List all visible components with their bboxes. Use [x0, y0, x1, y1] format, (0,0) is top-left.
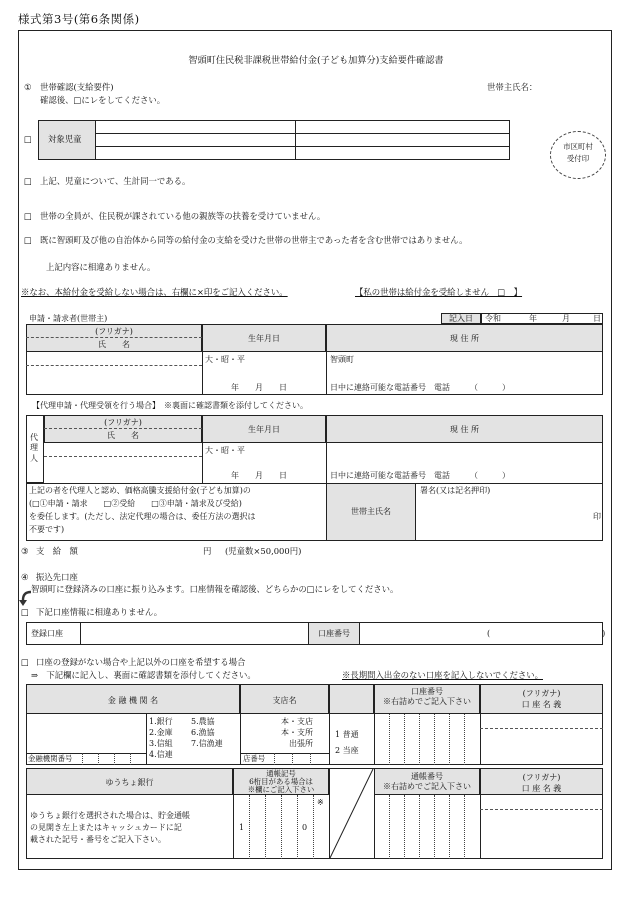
- check2-text: 世帯の全員が、住民税が課されている他の親族等の扶養を受けていません。: [40, 211, 326, 221]
- child-name-1[interactable]: [99, 121, 293, 132]
- proxy-name-input[interactable]: [46, 458, 200, 481]
- proxy-householder-label: 世帯主氏名: [351, 507, 391, 516]
- yucho-label: ゆうちょ銀行: [105, 778, 154, 787]
- date-era: 令和: [485, 314, 501, 323]
- child-label: 対象児童: [48, 134, 82, 144]
- proxy-birth-label: 生年月日: [248, 425, 280, 434]
- registered-account-input[interactable]: [82, 624, 306, 643]
- stamp-text-2: 受付印: [566, 154, 590, 163]
- date-day: 日: [593, 314, 601, 323]
- acct-no-label: 口座番号: [411, 687, 443, 696]
- holder-kana-label: (フリガナ): [522, 689, 561, 698]
- yucho-instruction-3: 載された記号・番号をご記入下さい。: [30, 835, 166, 844]
- yucho-holder-name: 口 座 名 義: [521, 784, 562, 793]
- passbook-digit-first: 1: [239, 823, 245, 832]
- account-no-label: 口座番号: [318, 629, 350, 638]
- type-shinren[interactable]: 4.信連: [149, 750, 173, 759]
- date-year: 年: [529, 314, 537, 323]
- section4-heading: 振込先口座: [36, 572, 78, 582]
- check3-box[interactable]: □: [24, 235, 32, 245]
- proxy-name-label: 氏 名: [107, 431, 139, 440]
- section4-number: ④: [21, 572, 29, 582]
- acct-no-note: ※右詰めでご記入下さい: [383, 697, 471, 706]
- passbook-no-note: ※右詰めでご記入下さい: [383, 782, 471, 791]
- type-shinkumi[interactable]: 3.信組: [149, 739, 173, 748]
- amount-note: (児童数×50,000円): [225, 546, 302, 556]
- registered-account-label: 登録口座: [31, 629, 63, 638]
- yucho-holder-name-input[interactable]: [482, 811, 601, 857]
- form-sheet: [18, 30, 612, 870]
- yucho-holder-kana-input[interactable]: [482, 797, 601, 808]
- holder-name-label: 口 座 名 義: [521, 700, 562, 709]
- child-name-2[interactable]: [298, 121, 508, 132]
- householder-name-label: 世帯主氏名：: [487, 82, 538, 92]
- yucho-holder-kana: (フリガナ): [522, 773, 561, 782]
- child-checkbox[interactable]: □: [24, 134, 32, 144]
- applicant-birth-label: 生年月日: [248, 334, 280, 343]
- passbook-note2: ※欄にご記入下さい: [247, 785, 315, 794]
- applicant-birthdate[interactable]: 年 月 日: [231, 383, 287, 392]
- institution-label: 金 融 機 関 名: [107, 696, 159, 705]
- delegation-line3: を委任します。(ただし、法定代理の場合は、委任方法の選択は: [29, 512, 256, 521]
- holder-kana-input[interactable]: [482, 716, 601, 727]
- proxy-furigana: (フリガナ): [104, 418, 142, 427]
- seal-mark: 印: [593, 512, 601, 521]
- branch-code-label: 店番号: [243, 754, 266, 763]
- type-head: [329, 684, 374, 714]
- registered-text: 下記口座情報に相違ありません。: [36, 607, 163, 617]
- section3-label: 支 給 額: [36, 546, 78, 556]
- section1-instruction: 確認後、□にレをしてください。: [40, 95, 166, 105]
- check1-text: 上記、児童について、生計同一である。: [40, 176, 191, 186]
- stamp-text-1: 市区町村: [563, 142, 593, 151]
- date-month: 月: [562, 314, 570, 323]
- branch-type-main[interactable]: 本・支店: [281, 717, 313, 726]
- type-bank[interactable]: 1.銀行: [149, 717, 173, 726]
- applicant-label: 申請・請求者(世帯主): [29, 314, 108, 323]
- reception-stamp: [550, 131, 606, 179]
- decline-note: ※なお、本給付金を受給しない場合は、右欄に×印をご記入ください。: [21, 287, 288, 297]
- delegation-options[interactable]: (□①申請・請求 □②受給 □③申請・請求及び受給): [29, 499, 242, 508]
- date-label: 記入日: [449, 314, 473, 323]
- yucho-instruction-1: ゆうちょ銀行を選択された場合は、貯金通帳: [30, 811, 190, 820]
- branch-type-office[interactable]: 本・支所: [281, 728, 313, 737]
- section3-number: ③: [21, 546, 29, 556]
- passbook-star-cell[interactable]: ※: [317, 798, 324, 807]
- curved-arrow-icon: [19, 590, 33, 606]
- account-no-input[interactable]: ( ): [487, 629, 606, 638]
- type-gyokyo[interactable]: 6.漁協: [191, 728, 215, 737]
- proxy-phone[interactable]: 日中に連絡可能な電話番号 電話 （ ）: [330, 471, 510, 480]
- proxy-side-label: 代理人: [30, 433, 38, 463]
- other-account-instruction: ⇒ 下記欄に記入し、裏面に確認書類を添付してください。: [31, 670, 256, 680]
- applicant-town: 智頭町: [330, 355, 354, 364]
- branch-label: 支店名: [272, 696, 297, 705]
- other-account-text: 口座の登録がない場合や上記以外の口座を希望する場合: [36, 657, 246, 667]
- delegation-line1: 上記の者を代理人と認め、価格高騰支援給付金(子ども加算)の: [29, 486, 251, 495]
- yen-unit: 円: [203, 546, 212, 556]
- holder-name-input[interactable]: [482, 730, 601, 763]
- yucho-instruction-2: の見開き左上またはキャッシュカードに記: [30, 823, 182, 832]
- signature-label: 署名(又は記名押印): [420, 486, 491, 495]
- form-number: 様式第3号(第6条関係): [18, 12, 140, 26]
- section1-number: ①: [24, 82, 32, 92]
- acct-type-current[interactable]: 2 当座: [335, 746, 359, 755]
- institution-name-input[interactable]: [28, 716, 144, 748]
- amount-input[interactable]: [99, 545, 199, 557]
- type-shingyoren[interactable]: 7.信漁連: [191, 739, 223, 748]
- applicant-furigana-input[interactable]: [28, 353, 200, 364]
- check3-text: 既に智頭町及び他の自治体から同等の給付金の支給を受けた世帯の世帯主であった者を含む世帯ではありません。: [40, 235, 468, 245]
- applicant-phone[interactable]: 日中に連絡可能な電話番号 電話 （ ）: [330, 383, 510, 392]
- confirm-text: 上記内容に相違ありません。: [46, 262, 156, 272]
- passbook-no-label: 通帳番号: [411, 772, 443, 781]
- check1-box[interactable]: □: [24, 176, 32, 186]
- proxy-note: 【代理申請・代理受領を行う場合】 ※裏面に確認書類を添付してください。: [32, 401, 308, 410]
- form-title: 智頭町住民税非課税世帯給付金(子ども加算分)支給要件確認書: [188, 55, 444, 66]
- passbook-label: 通帳記号: [266, 769, 296, 778]
- delegation-line4: 不要です): [29, 525, 65, 534]
- section4-text: 智頭町に登録済みの口座に振り込みます。口座情報を確認後、どちらかの□にレをしてください。: [31, 584, 399, 594]
- proxy-address-input[interactable]: [329, 444, 601, 466]
- passbook-digit-last: 0: [302, 823, 308, 832]
- dormant-account-note: ※長期間入出金のない口座を記入しないでください。: [342, 670, 543, 680]
- passbook-note1: 6桁目がある場合は: [249, 777, 313, 786]
- type-kinko[interactable]: 2.金庫: [149, 728, 173, 737]
- type-nokyo[interactable]: 5.農協: [191, 717, 215, 726]
- applicant-eras[interactable]: 大・昭・平: [205, 355, 245, 364]
- applicant-name-input[interactable]: [28, 367, 200, 393]
- registered-checkbox[interactable]: □: [21, 607, 29, 617]
- signature-input[interactable]: [419, 498, 599, 538]
- acct-type-regular[interactable]: 1 普通: [335, 730, 359, 739]
- check2-box[interactable]: □: [24, 211, 32, 221]
- branch-type-outpost[interactable]: 出張所: [289, 739, 313, 748]
- other-account-checkbox[interactable]: □: [21, 657, 29, 667]
- applicant-furigana: (フリガナ): [95, 327, 133, 336]
- proxy-birthdate[interactable]: 年 月 日: [231, 471, 287, 480]
- decline-checkbox[interactable]: 【私の世帯は給付金を受給しません □ 】: [355, 287, 523, 297]
- proxy-eras[interactable]: 大・昭・平: [205, 446, 245, 455]
- diagonal-strike: [329, 768, 374, 859]
- section1-heading: 世帯確認(支給要件): [40, 82, 114, 92]
- institution-code-label: 金融機関番号: [28, 754, 73, 763]
- proxy-furigana-input[interactable]: [46, 444, 200, 455]
- proxy-address-label: 現 住 所: [449, 425, 480, 434]
- applicant-address-label: 現 住 所: [449, 334, 480, 343]
- applicant-name-head-label: 氏 名: [98, 340, 130, 349]
